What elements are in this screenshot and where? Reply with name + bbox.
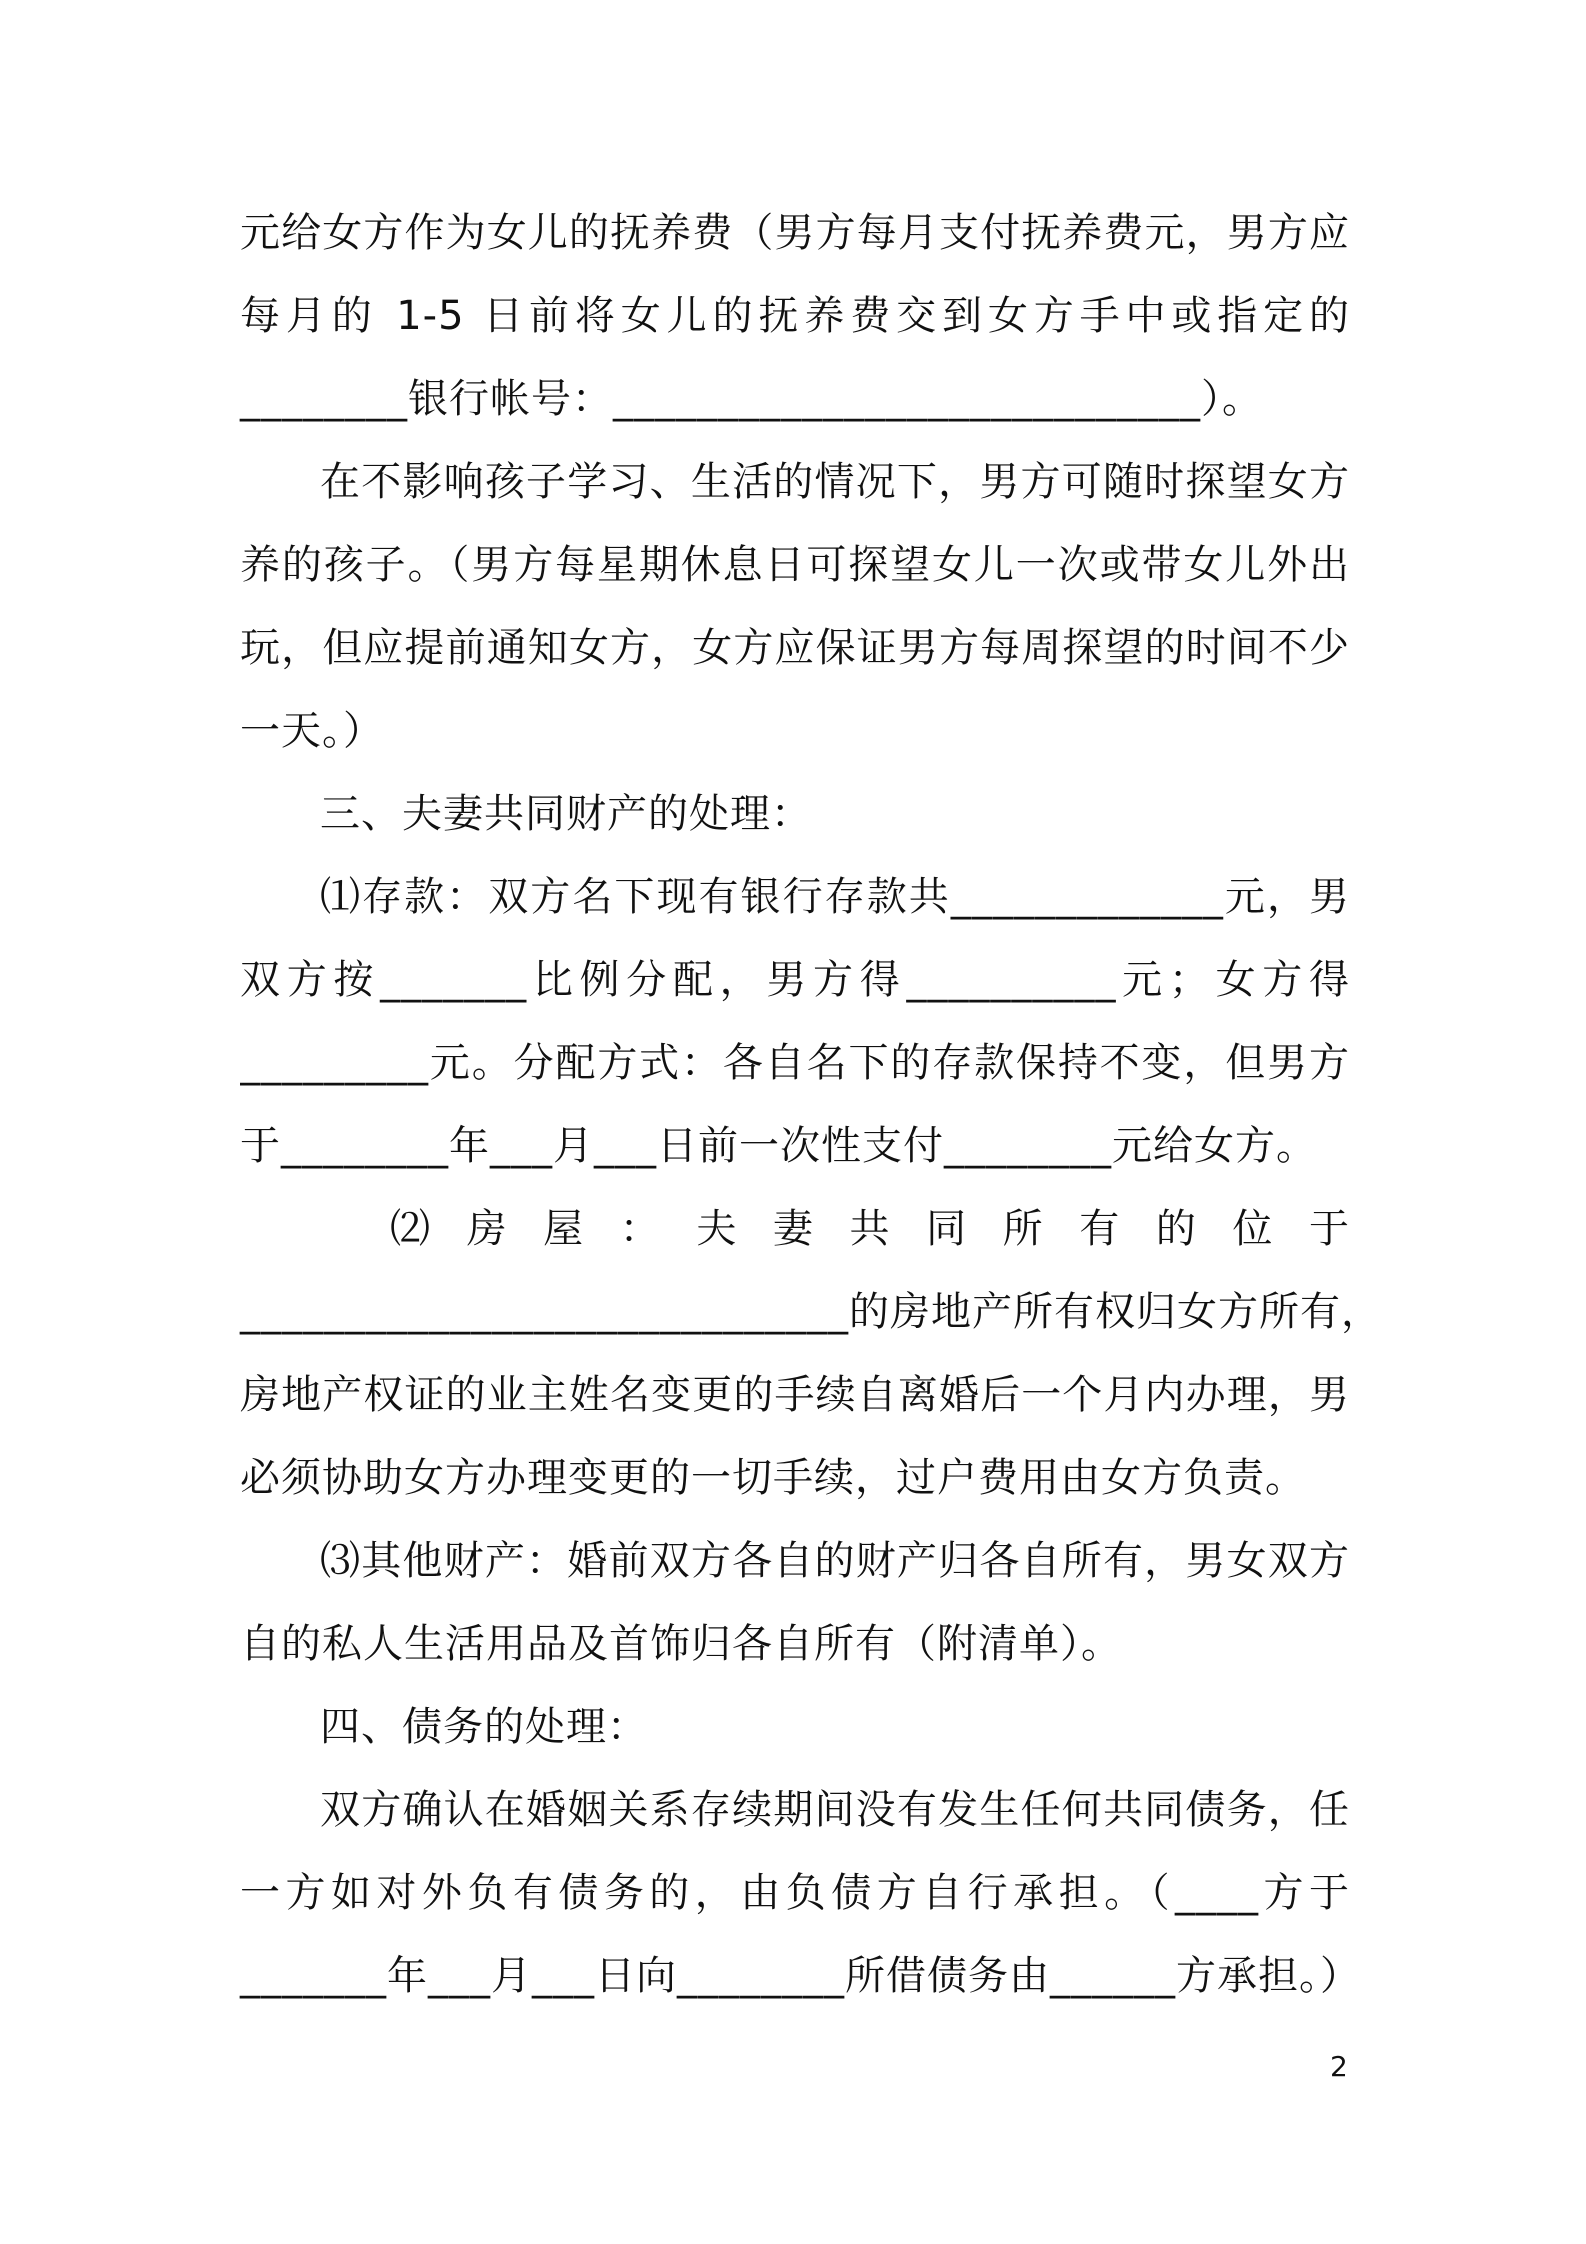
text-line: _____________________________的房地产所有权归女方所有， <box>240 1289 1382 1335</box>
text-line: 养的孩子。（男方每星期休息日可探望女儿一次或带女儿外出 <box>240 542 1350 588</box>
paragraph-start-line: ⑴存款：双方名下现有银行存款共_____________元，男 <box>320 874 1350 920</box>
text-line: 必须协助女方办理变更的一切手续，过户费用由女方负责。 <box>240 1455 1306 1501</box>
text-line: 于________年___月___日前一次性支付________元给女方。 <box>240 1123 1317 1169</box>
section-heading: 四、债务的处理： <box>320 1704 648 1750</box>
text-line: 一天。） <box>240 708 384 754</box>
text-line: _________元。分配方式：各自名下的存款保持不变，但男方 <box>240 1040 1350 1086</box>
text-line: 元给女方作为女儿的抚养费（男方每月支付抚养费元，男方应 <box>240 210 1350 256</box>
text-line: 一方如对外负有债务的，由负债方自行承担。（____方于 <box>240 1870 1350 1916</box>
text-line: 玩，但应提前通知女方，女方应保证男方每周探望的时间不少 <box>240 625 1350 671</box>
text-line: _______年___月___日向________所借债务由______方承担。） <box>240 1953 1361 1999</box>
document-body <box>240 192 1382 2018</box>
page-number: 2 <box>1330 2050 1348 2083</box>
text-line: 每月的 1-5 日前将女儿的抚养费交到女方手中或指定的 <box>240 293 1350 339</box>
text-line: 双方按_______比例分配，男方得__________元；女方得 <box>240 957 1350 1003</box>
text-line: 自的私人生活用品及首饰归各自所有（附清单）。 <box>240 1621 1122 1667</box>
paragraph-start-line: 在不影响孩子学习、生活的情况下，男方可随时探望女方 <box>320 459 1350 505</box>
paragraph-start-line: 双方确认在婚姻关系存续期间没有发生任何共同债务，任 <box>320 1787 1350 1833</box>
text-line: 房地产权证的业主姓名变更的手续自离婚后一个月内办理，男 <box>240 1372 1350 1418</box>
paragraph-start-line: ⑵ 房 屋 ： 夫 妻 共 同 所 有 的 位 于 <box>390 1206 1350 1252</box>
text-line: ________银行帐号：____________________________）。 <box>240 376 1263 422</box>
paragraph-start-line: ⑶其他财产：婚前双方各自的财产归各自所有，男女双方 <box>320 1538 1350 1584</box>
section-heading: 三、夫妻共同财产的处理： <box>320 791 812 837</box>
